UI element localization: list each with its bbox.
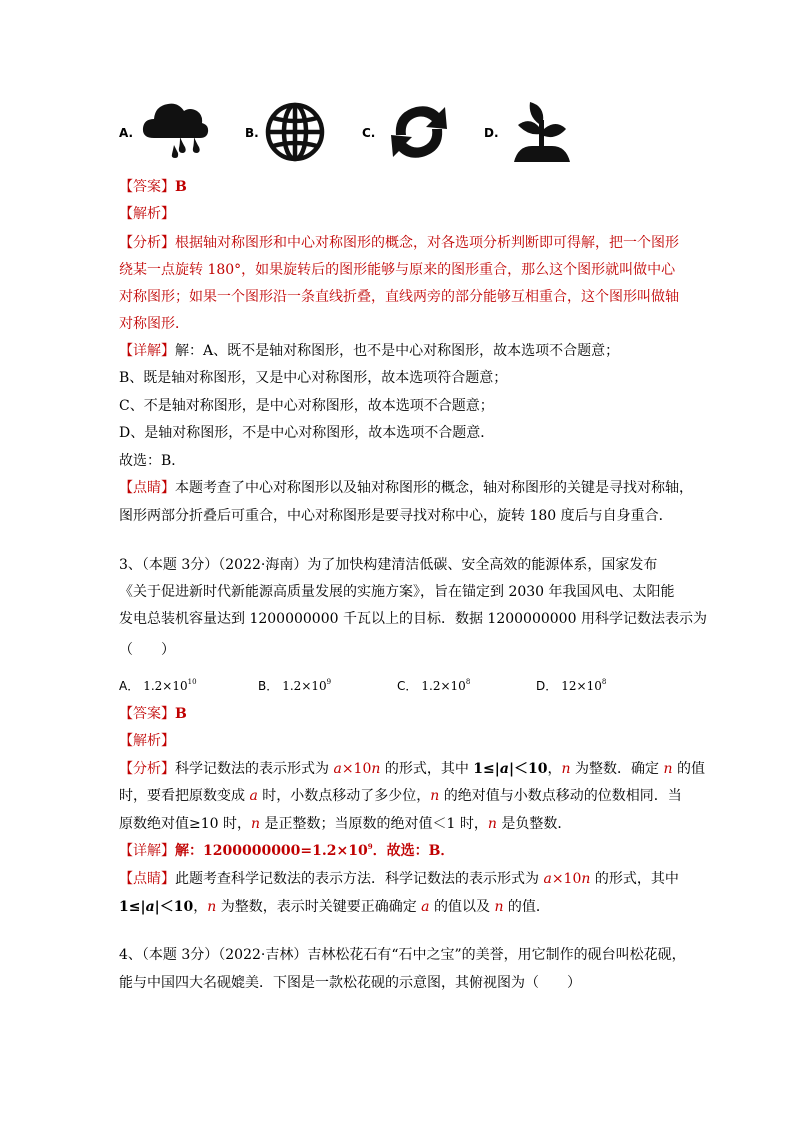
q2-dianjing-line-1 xyxy=(119,478,693,498)
q3-analysis-tag: 【解析】 xyxy=(119,733,175,749)
choice-value: $1.2\times 10^9$ xyxy=(282,678,332,693)
q3-choice-c xyxy=(397,677,470,694)
q2-dianjing-line-2: 图形两部分折叠后可重合，中心对称图形是要寻找对称中心，旋转 180 度后与自身重合． xyxy=(119,508,673,524)
xiangjie-text: 解：A、既不是轴对称图形，也不是中心对称图形，故本选项不合题意； xyxy=(175,343,620,359)
option-a-label: A. xyxy=(119,126,134,140)
option-d-label: D. xyxy=(484,126,499,140)
rain-cloud-icon xyxy=(140,98,210,160)
q4-stem-line-2: 能与中国四大名砚媲美．下图是一款松花砚的示意图，其俯视图为（ ） xyxy=(119,975,581,991)
dianjing-text: 本题考查了中心对称图形以及轴对称图形的概念，轴对称图形的关键是寻找对称轴， xyxy=(175,480,693,496)
q2-fenxi-line-4: 对称图形． xyxy=(119,316,189,332)
q3-stem-line-1: 3、（本题 3分）（2022·海南）为了加快构建清洁低碳、安全高效的能源体系，国家发布 xyxy=(119,557,658,573)
q3-choice-a xyxy=(119,677,197,694)
option-c-label: C. xyxy=(362,126,376,140)
choice-label: C． xyxy=(397,679,418,693)
choice-label: A． xyxy=(119,679,140,693)
dianjing-tag: 【点睛】 xyxy=(119,480,175,496)
choice-value: $1.2\times 10^{10}$ xyxy=(143,678,197,693)
q3-dianjing-line-1: 【点睛】此题考查科学记数法的表示方法．科学记数法的表示形式为 a×10n 的形式，其中 xyxy=(119,871,679,887)
q2-xiangjie-line-3: C、不是轴对称图形，是中心对称图形，故本选项不合题意； xyxy=(119,398,494,414)
q2-analysis-tag: 【解析】 xyxy=(119,206,175,222)
q2-xiangjie-line-2: B、既是轴对称图形，又是中心对称图形，故本选项符合题意； xyxy=(119,370,508,386)
q3-stem-line-2: 《关于促进新时代新能源高质量发展的实施方案》，旨在锚定到 2030 年我国风电、太阳能 xyxy=(119,584,675,600)
q2-xiangjie-line-4: D、是轴对称图形，不是中心对称图形，故本选项不合题意． xyxy=(119,425,495,441)
q2-xiangjie-line-5: 故选：B． xyxy=(119,453,186,469)
option-b-label: B. xyxy=(245,126,259,140)
q2-fenxi-line-1 xyxy=(119,233,679,253)
choice-value: $12\times 10^8$ xyxy=(561,678,607,693)
answer-tag: 【答案】 xyxy=(119,706,175,722)
q3-dianjing-line-2: 1≤|a|＜10，n 为整数，表示时关键要正确确定 a 的值以及 n 的值． xyxy=(119,899,550,915)
q3-fenxi-line-1: 【分析】科学记数法的表示形式为 a×10n 的形式，其中 1≤|a|＜10，n 为整数．确定 n 的值 xyxy=(119,761,705,777)
q2-answer-line xyxy=(119,177,187,197)
q4-stem-line-1: 4、（本题 3分）（2022·吉林）吉林松花石有“石中之宝”的美誉，用它制作的砚台叫松花砚， xyxy=(119,947,686,963)
q2-fenxi-line-2: 绕某一点旋转 180°，如果旋转后的图形能够与原来的图形重合，那么这个图形就叫做中心 xyxy=(119,262,676,278)
refresh-arrows-icon xyxy=(384,99,454,165)
q3-fenxi-line-3: 原数绝对值≥10 时，n 是正整数；当原数的绝对值＜1 时，n 是负整数． xyxy=(119,816,572,832)
globe-icon xyxy=(264,101,326,163)
answer-value: B xyxy=(175,179,187,195)
q2-xiangjie-line-1 xyxy=(119,341,619,361)
q2-fenxi-line-3: 对称图形；如果一个图形沿一条直线折叠，直线两旁的部分能够互相重合，这个图形叫做轴 xyxy=(119,289,679,305)
q3-stem-line-4: （ ） xyxy=(119,642,175,658)
q3-answer-line xyxy=(119,704,187,724)
q3-choice-d xyxy=(536,677,606,694)
choice-label: B． xyxy=(258,679,279,693)
q3-xiangjie-line: 【详解】解：$1200000000=1.2\times 10^9$．故选：B． xyxy=(119,842,455,859)
sprout-plant-icon xyxy=(510,98,574,164)
fenxi-tag: 【分析】 xyxy=(119,235,175,251)
q3-stem-line-3: 发电总装机容量达到 1200000000 千瓦以上的目标．数据 1200000000 用科学记数法表示为 xyxy=(119,611,707,627)
fenxi-text: 根据轴对称图形和中心对称图形的概念，对各选项分析判断即可得解，把一个图形 xyxy=(175,235,679,251)
q3-fenxi-line-2: 时，要看把原数变成 a 时，小数点移动了多少位，n 的绝对值与小数点移动的位数相同．当 xyxy=(119,788,682,804)
choice-label: D． xyxy=(536,679,558,693)
choice-value: $1.2\times 10^8$ xyxy=(421,678,471,693)
q3-choice-b xyxy=(258,677,331,694)
answer-value: B xyxy=(175,706,187,722)
answer-tag: 【答案】 xyxy=(119,179,175,195)
xiangjie-tag: 【详解】 xyxy=(119,343,175,359)
